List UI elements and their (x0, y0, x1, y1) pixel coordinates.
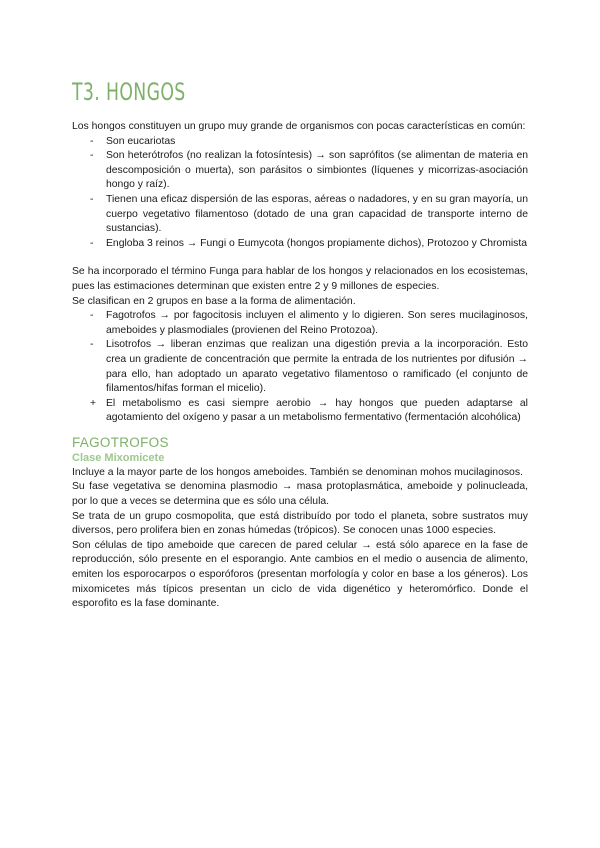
list-item-text: Son eucariotas (106, 135, 176, 147)
funga-paragraph: Se ha incorporado el término Funga para hablar de los hongos y relacionados en los ecosistemas, pues las estimaciones determinan que existen entre 2 y 9 millones de especies. (72, 266, 528, 292)
list-item-text: Lisotrofos → liberan enzimas que realizan una digestión previa a la incorporación. Esto crea un gradiente de concentración que permite la entrada de los nutrientes por difusión → para ello, han adoptado un aparato vegetativo filamentoso o ramificado (el conjunto de filamentos/hifas forman el micelio). (106, 339, 528, 395)
list-item-text: Engloba 3 reinos → Fungi o Eumycota (hongos propiamente dichos), Protozoo y Chromista (106, 237, 528, 249)
classification-intro: Se clasifican en 2 grupos en base a la forma de alimentación. (72, 295, 356, 307)
list-item-text: Tienen una eficaz dispersión de las esporas, aéreas o nadadores, y en su gran mayoría, un cuerpo vegetativo filamentoso (dotado de una gran capacidad de transporte interno de sustancias). (106, 193, 528, 235)
body-paragraph: Son células de tipo ameboide que carecen de pared celular → está sólo aparece en la fase de reproducción, sólo presente en el esporangio. Ante cambios en el medio o ausencia de alimento, emiten los esporocarpos o esporóforos (presentan morfología y color en base a los géneros). Los mixomicetes más típicos presentan un ciclo de vida digenético y heteromórfico. Donde el esporofito es la fase dominante. (72, 539, 528, 610)
page-title: T3. HONGOS (72, 78, 186, 106)
groups-list (72, 309, 528, 426)
section-heading-fagotrofos: FAGOTROFOS (72, 434, 169, 450)
subheading-clase-mixomicete: Clase Mixomicete (72, 451, 165, 464)
document-page (72, 78, 528, 612)
body-paragraph: Se trata de un grupo cosmopolita, que está distribuído por todo el planeta, sobre sustratos muy diversos, pero prolifera bien en zonas húmedas (trópicos). Se conocen unas 1000 especies. (72, 510, 528, 537)
body-paragraph: Incluye a la mayor parte de los hongos ameboides. También se denominan mohos mucilaginosos. (72, 466, 523, 478)
list-item: - Fagotrofos → por fagocitosis incluyen el alimento y lo digieren. Son seres mucilaginosos, ameboides y plasmodiales (provienen del Reino Protozoa). (90, 310, 528, 336)
characteristics-list (72, 135, 528, 252)
list-item: - Son heterótrofos (no realizan la fotosíntesis) → son saprófitos (se alimentan de materia en descomposición o muerta), son parásitos o simbiontes (líquenes y micorrizas-asociación hongo y raíz). (90, 150, 528, 191)
body-paragraph: Su fase vegetativa se denomina plasmodio → masa protoplasmática, ameboide y polinucleada, por lo que a veces se determina que es sólo una célula. (72, 481, 528, 508)
list-item-text: Fagotrofos → por fagocitosis incluyen el alimento y lo digieren. Son seres mucilaginosos, ameboides y plasmodiales (provienen del Reino Protozoa). (106, 310, 528, 336)
list-item: + El metabolismo es casi siempre aerobio → hay hongos que pueden adaptarse al agotamiento del oxígeno y pasar a un metabolismo fermentativo (fermentación alcohólica) (90, 397, 528, 424)
list-item-text: Son heterótrofos (no realizan la fotosíntesis) → son saprófitos (se alimentan de materia en descomposición o muerta), son parásitos o simbiontes (líquenes y micorrizas-asociación hongo y raíz). (106, 150, 528, 191)
list-item: - Lisotrofos → liberan enzimas que realizan una digestión previa a la incorporación. Esto crea un gradiente de concentración que permite la entrada de los nutrientes por difusión → para ello, han adoptado un aparato vegetativo filamentoso o ramificado (el conjunto de filamentos/hifas forman el micelio). (90, 339, 528, 395)
list-item-text: El metabolismo es casi siempre aerobio → hay hongos que pueden adaptarse al agotamiento del oxígeno y pasar a un metabolismo fermentativo (fermentación alcohólica) (106, 397, 528, 424)
list-item: - Tienen una eficaz dispersión de las esporas, aéreas o nadadores, y en su gran mayoría, un cuerpo vegetativo filamentoso (dotado de una gran capacidad de transporte interno de sustancias). (90, 193, 528, 235)
list-item: - Son eucariotas (90, 135, 176, 147)
list-item: - Engloba 3 reinos → Fungi o Eumycota (hongos propiamente dichos), Protozoo y Chromista (90, 237, 528, 249)
intro-paragraph: Los hongos constituyen un grupo muy grande de organismos con pocas características en común: (72, 121, 526, 132)
